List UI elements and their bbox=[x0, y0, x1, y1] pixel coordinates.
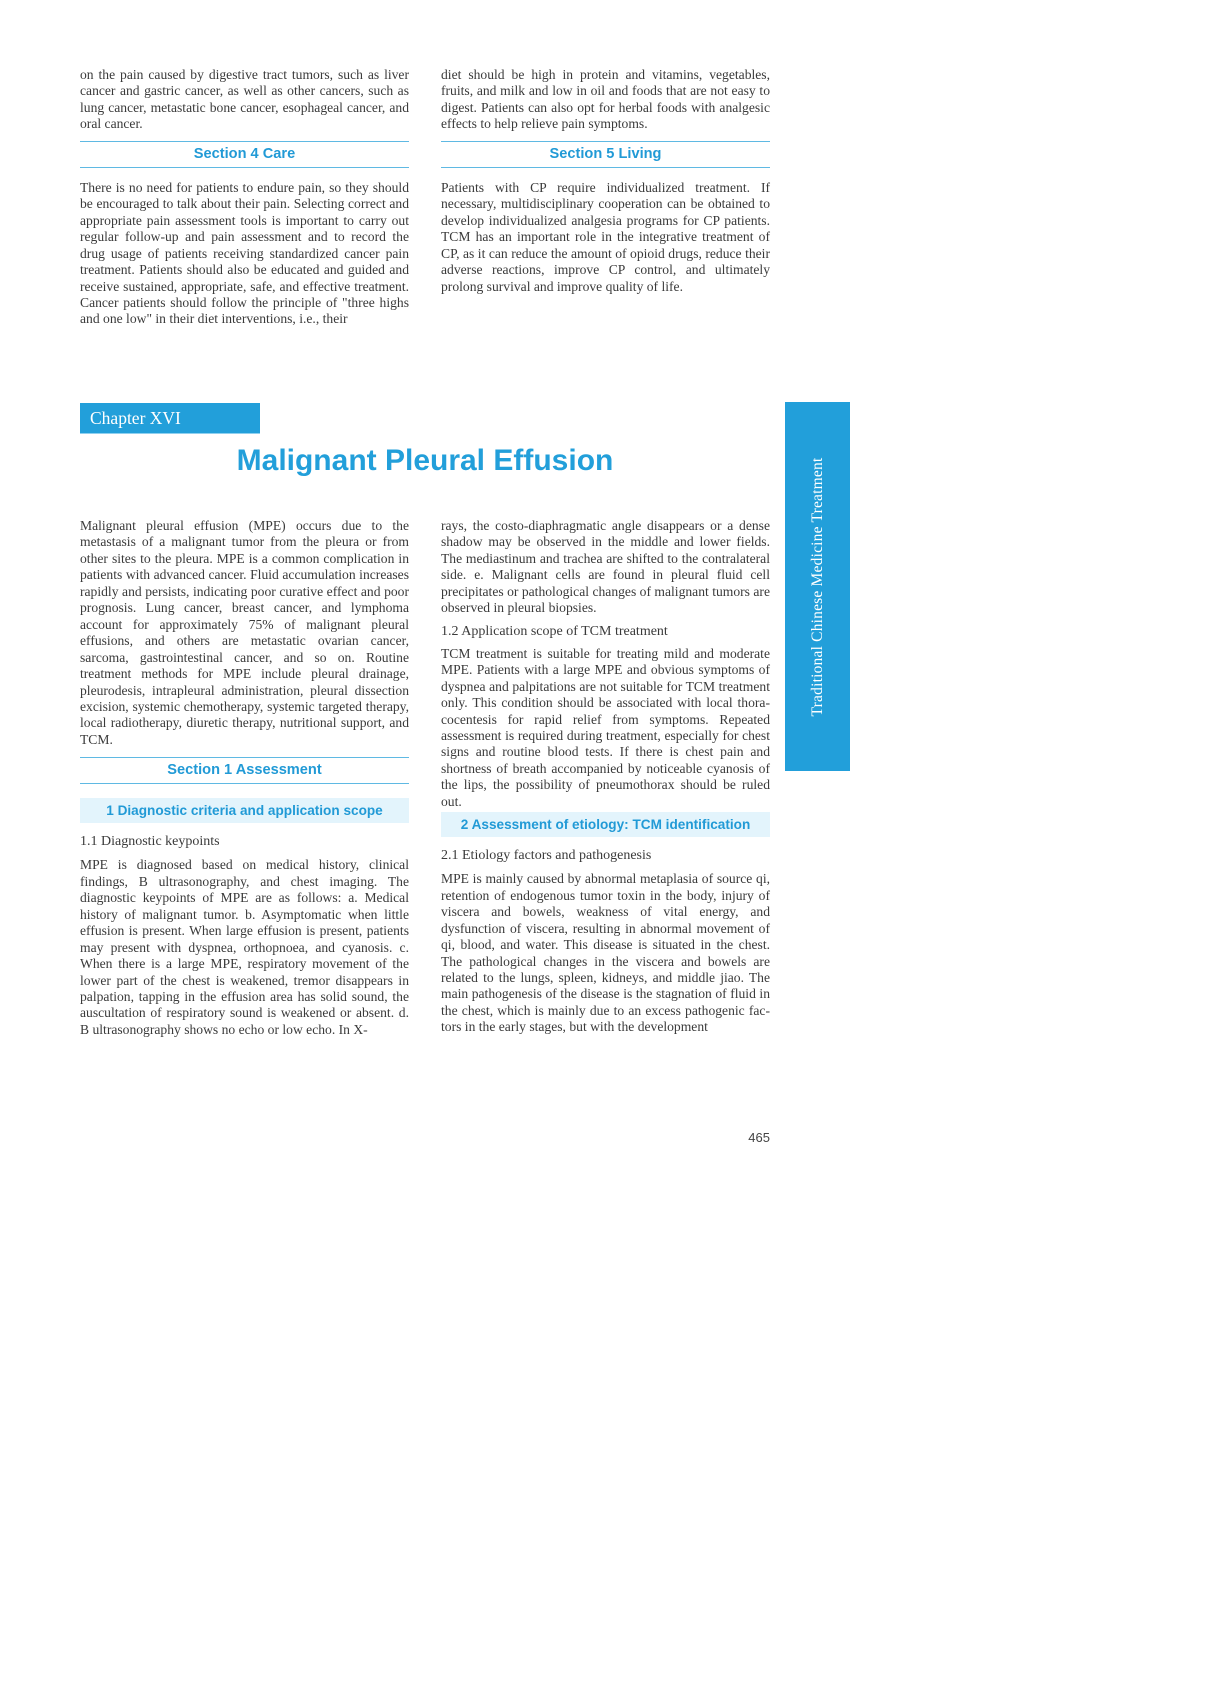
chapter-label: Chapter XVI bbox=[80, 403, 260, 434]
side-tab-label: Traditional Chinese Medicine Treatment bbox=[808, 457, 826, 716]
care-paragraph: There is no need for patients to endure pain, so they should be encouraged to talk about their pain. Selecting correct and appropriate pain assessment tools is important to carry out regular follow-up and pain assessment and to record the drug usage of patients receiving standardized cancer pain treatment. Patients should also be educated and guided and receive sustained, appropriate, safe, and effective treatment. Cancer patients should follow the principle of "three highs and one low" in their diet interventions, i.e., their bbox=[80, 179, 409, 327]
right-column bbox=[441, 518, 770, 1036]
application-scope-paragraph: TCM treatment is suitable for treating mild and moderate MPE. Patients with a large MPE and obvious symptoms of dyspnea and palpitations are not suitable for TCM treatment only. This condition should be associated with local thoracocentesis for rapid relief from symptoms. Repeated assessment is required during treatment, especially for chest signs and routine blood tests. If there is chest pain and shortness of breath accompanied by noticeable cyanosis of the lips, the possibility of pneumothorax should be ruled out. bbox=[441, 645, 770, 809]
chapter-title: Malignant Pleural Effusion bbox=[236, 444, 614, 477]
left-column bbox=[80, 518, 409, 1038]
side-tab bbox=[785, 402, 850, 771]
subsection-heading-etiology: 2 Assessment of etiology: TCM identification bbox=[441, 812, 770, 837]
top-left-column bbox=[80, 67, 409, 328]
continued-paragraph: diet should be high in protein and vitamins, vegetables, fruits, and milk and low in oil and foods that are not easy to digest. Patients can also opt for herbal foods with analgesic effects to help relieve pain symptoms. bbox=[441, 67, 770, 132]
section-heading-living: Section 5 Living bbox=[441, 141, 770, 168]
minor-heading-diagnostic-keypoints: 1.1 Diagnostic keypoints bbox=[80, 834, 220, 850]
minor-heading-etiology-factors: 2.1 Etiology factors and pathogenesis bbox=[441, 848, 652, 864]
top-right-column bbox=[441, 67, 770, 295]
minor-heading-application-scope: 1.2 Application scope of TCM treatment bbox=[441, 623, 668, 639]
xray-paragraph: rays, the costo-diaphragmatic angle disappears or a dense shadow may be observed in the middle and lower fields. The mediastinum and trachea are shifted to the contralateral side. e. Malignant cells are found in pleural fluid cell precipitates or pathological changes of malignant tumors are observed in pleural biopsies. bbox=[441, 518, 770, 616]
etiology-paragraph: MPE is mainly caused by abnormal metaplasia of source qi, retention of endogenous tumor toxin in the body, injury of viscera and bowels, weakness of vital energy, and dysfunction of viscera, resulting in abnormal movement of qi, blood, and water. This disease is situated in the chest. The pathological changes in the viscera and bowels are related to the lungs, spleen, kidneys, and middle jiao. The main pathogenesis of the disease is the stagnation of fluid in the chest, which is mainly due to an excess pathogenic factors in the early stages, but with the development bbox=[441, 871, 770, 1035]
section-heading-assessment: Section 1 Assessment bbox=[80, 757, 409, 784]
subsection-heading-diagnostic: 1 Diagnostic criteria and application scope bbox=[80, 798, 409, 823]
diagnostic-paragraph: MPE is diagnosed based on medical history, clinical findings, B ultrasonography, and chest imaging. The diagnostic keypoints of MPE are as follows: a. Medical history of malignant tumor. b. Asymptomatic when little effusion is present. When large effusion is present, patients may present with dyspnea, orthopnoea, and cyanosis. c. When there is a large MPE, respiratory movement of the lower part of the chest is weakened, tremor disappears in palpation, tapping in the effusion area has solid sound, the auscultation of respiratory sound is weakened or absent. d. B ultrasonography shows no echo or low echo. In X- bbox=[80, 857, 409, 1037]
continued-paragraph: on the pain caused by digestive tract tumors, such as liver cancer and gastric cancer, as well as other cancers, such as lung cancer, metastatic bone cancer, esophageal cancer, and oral cancer. bbox=[80, 67, 409, 132]
section-heading-care: Section 4 Care bbox=[80, 141, 409, 168]
living-paragraph: Patients with CP require individualized treatment. If necessary, multidisciplinary cooperation can be obtained to develop individualized analgesia programs for CP patients. TCM has an important role in the integrative treatment of CP, as it can reduce the amount of opioid drugs, reduce their adverse reactions, improve CP control, and ultimately prolong survival and improve quality of life. bbox=[441, 179, 770, 294]
page-number: 465 bbox=[748, 1130, 770, 1145]
intro-paragraph: Malignant pleural effusion (MPE) occurs due to the metastasis of a malignant tumor from the pleura or from other sites to the pleura. MPE is a common complication in patients with advanced cancer. Fluid accumulation increases rapidly and persists, indicating poor curative effect and poor prognosis. Lung cancer, breast cancer, and lymphoma account for approximately 75% of malignant pleural effusions, and others are metastatic ovarian cancer, sarcoma, gastrointestinal cancer, and so on. Routine treatment methods for MPE include pleural drainage, pleurodesis, intrapleural administration, pleural dissection excision, systemic chemotherapy, systemic targeted therapy, local radiotherapy, diuretic therapy, nutritional support, and TCM. bbox=[80, 518, 409, 747]
